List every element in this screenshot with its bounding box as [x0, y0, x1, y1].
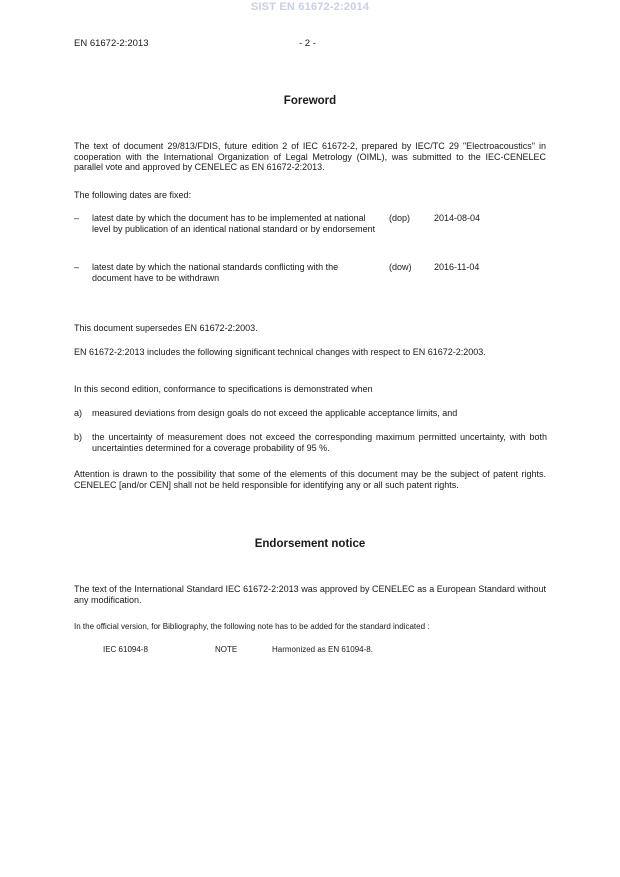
note-label: NOTE: [215, 645, 238, 654]
dates-intro: The following dates are fixed:: [74, 190, 192, 200]
dates-row-code: (dop): [389, 213, 411, 223]
list-item-label: a): [74, 408, 83, 418]
supersedes-text: This document supersedes EN 61672-2:2003.: [74, 323, 258, 333]
dates-row-date: 2014-08-04: [434, 213, 481, 223]
list-item-text: measured deviations from design goals do not exceed the applicable acceptance limits, and: [92, 408, 458, 418]
list-item-text: the uncertainty of measurement does not exceed the corresponding maximum permitted uncertainty, with both uncertainties determined for a coverage probability of 95 %.: [92, 432, 547, 453]
header-doc-id: EN 61672-2:2013: [74, 38, 149, 49]
endorsement-text: The text of the International Standard IEC 61672-2:2013 was approved by CENELEC as a European Standard without any modification.: [74, 584, 546, 605]
foreword-intro: The text of document 29/813/FDIS, future edition 2 of IEC 61672-2, prepared by IEC/TC 29 "Electroacoustics" in cooperation with the International Organization of Legal Metrology (OIML), was submitted to the IEC-CENELEC parallel vote and approved by CENELEC as EN 61672-2:2013.: [74, 141, 546, 173]
header-page-number: - 2 -: [299, 38, 316, 49]
dates-row-code: (dow): [389, 262, 412, 272]
note-intro: In the official version, for Bibliography, the following note has to be added for the standard indicated :: [74, 622, 430, 631]
foreword-title: Foreword: [283, 95, 337, 107]
watermark: SIST EN 61672-2:2014: [250, 1, 370, 13]
conformance-text: In this second edition, conformance to specifications is demonstrated when: [74, 384, 373, 394]
note-standard: IEC 61094-8: [103, 645, 148, 654]
dates-row-bullet: –: [74, 213, 80, 223]
changes-text: EN 61672-2:2013 includes the following significant technical changes with respect to EN 61672-2:2003.: [74, 347, 486, 357]
dates-row-text: latest date by which the document has to be implemented at national level by publication of an identical national standard or by endorsement: [92, 213, 376, 234]
patent-text: Attention is drawn to the possibility that some of the elements of this document may be the subject of patent rights. CENELEC [and/or CEN] shall not be held responsible for identifying any or all such patent rights.: [74, 469, 546, 490]
endorsement-title: Endorsement notice: [254, 538, 366, 550]
dates-row-bullet: –: [74, 262, 80, 272]
list-item-label: b): [74, 432, 83, 442]
dates-row-date: 2016-11-04: [434, 262, 480, 272]
note-text: Harmonized as EN 61094-8.: [272, 645, 373, 654]
dates-row-text: latest date by which the national standards conflicting with the document have to be withdrawn: [92, 262, 339, 283]
